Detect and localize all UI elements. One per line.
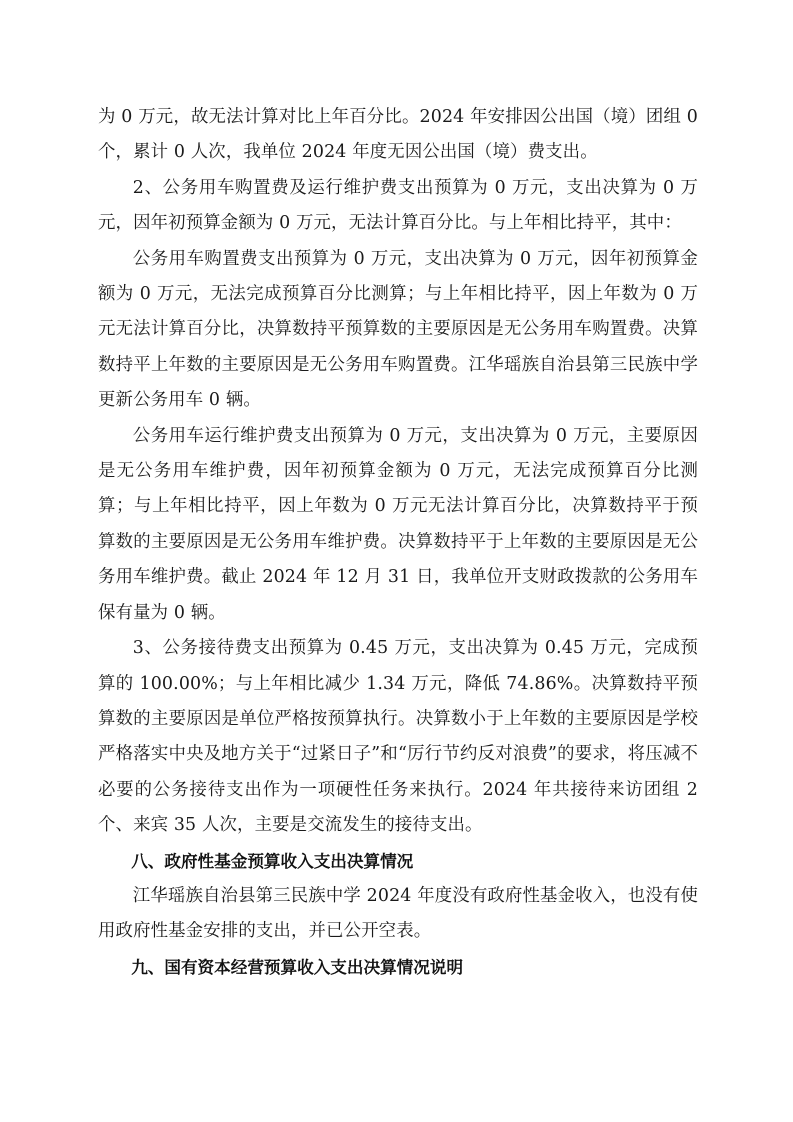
paragraph-vehicle-expense-summary: 2、公务用车购置费及运行维护费支出预算为 0 万元，支出决算为 0 万元，因年初预算金额为 0 万元，无法计算百分比。与上年相比持平，其中： [98, 177, 698, 234]
section-9-heading: 九、国有资本经营预算收入支出决算情况说明 [131, 957, 464, 977]
paragraph-outbound-travel-continued: 为 0 万元，故无法计算对比上年百分比。2024 年安排因公出国（境）团组 0 个，累计 0 人次，我单位 2024 年度无因公出国（境）费支出。 [98, 107, 698, 163]
section-8-heading: 八、政府性基金预算收入支出决算情况 [131, 851, 414, 871]
paragraph-government-fund: 江华瑶族自治县第三民族中学 2024 年度没有政府性基金收入，也没有使用政府性基金安排的支出，并已公开空表。 [98, 885, 698, 942]
paragraph-vehicle-purchase: 公务用车购置费支出预算为 0 万元，支出决算为 0 万元，因年初预算金额为 0 万元，无法完成预算百分比测算；与上年相比持平，因上年数为 0 万元无法计算百分比，决算数持平预算数的主要原因是无公务用车购置费。决算数持平上年数的主要原因是无公务用车购置费。江华瑶族自治县第三民族中学更新公务用车 0 辆。 [98, 248, 698, 411]
document-body [98, 100, 698, 985]
paragraph-reception-expense: 3、公务接待费支出预算为 0.45 万元，支出决算为 0.45 万元，完成预算的 100.00%；与上年相比减少 1.34 万元，降低 74.86%。决算数持平预算数的主要原因是单位严格按预算执行。决算数小于上年数的主要原因是学校严格落实中央及地方关于“过紧日子”和“厉行节约反对浪费”的要求，将压减不必要的公务接待支出作为一项硬性任务来执行。2024 年共接待来访团组 2 个、来宾 35 人次，主要是交流发生的接待支出。 [98, 638, 698, 836]
paragraph-vehicle-maintenance: 公务用车运行维护费支出预算为 0 万元，支出决算为 0 万元，主要原因是无公务用车维护费，因年初预算金额为 0 万元，无法完成预算百分比测算；与上年相比持平，因上年数为 0 万元无法计算百分比，决算数持平于预算数的主要原因是无公务用车维护费。决算数持平于上年数的主要原因是无公务用车维护费。截止 2024 年 12 月 31 日，我单位开支财政拨款的公务用车保有量为 0 辆。 [98, 425, 698, 623]
